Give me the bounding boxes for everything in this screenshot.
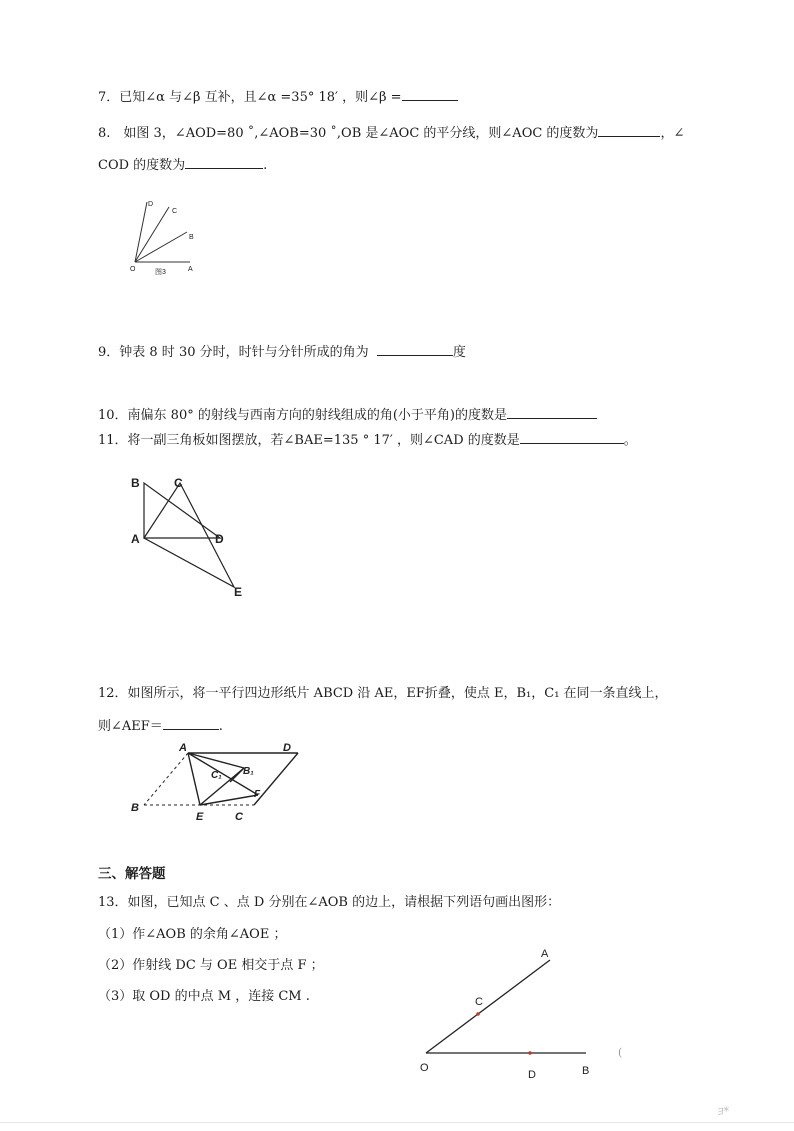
answer-blank-10[interactable] [507,406,597,419]
label-c: C [174,476,183,490]
question-13-step-1: （1）作∠AOB 的余角∠AOE ； [98,927,287,942]
label-o: O [420,1062,429,1074]
set-square-figure [126,470,256,605]
label-c: C [475,996,483,1008]
margin-mark: ( [618,1046,623,1059]
label-b: B [131,476,140,490]
question-12-line2-end: . [218,719,223,734]
question-8-line-2 [98,156,267,175]
question-8-line-1 [98,124,684,143]
label-c1: C₁ [211,770,222,781]
question-8-text: 8. 如图 3，∠AOD=80 ˚,∠AOB=30 ˚,OB 是∠AOC 的平分线，则∠AOC 的度数为 [98,126,599,141]
footer-mark: ﾖ* [718,1105,729,1118]
question-13-step-2: （2）作射线 DC 与 OE 相交于点 F ； [98,958,324,973]
label-b1: B₁ [243,766,254,777]
parallelogram-figure [126,740,306,825]
ray-ob [135,232,187,262]
label-c: C [172,208,178,215]
label-d: D [283,742,291,754]
label-c: C [235,811,243,823]
question-8-line1-end: ，∠ [660,126,685,141]
label-d: D [528,1069,536,1081]
label-b: B [582,1065,590,1077]
question-11-text: 11．将一副三角板如图摆放，若∠BAE=135 ° 17′ ，则∠CAD 的度数是 [98,433,520,448]
point-c [476,1012,480,1016]
answer-blank-12[interactable] [163,717,219,730]
question-10 [98,406,597,425]
question-11 [98,431,637,450]
point-d [528,1051,532,1055]
question-12-text-2: 则∠AEF＝ [98,719,163,734]
question-9-text: 9．钟表 8 时 30 分时，时针与分针所成的角为 [98,345,369,360]
answer-blank-11[interactable] [520,431,624,444]
question-10-text: 10．南偏东 80° 的射线与西南方向的射线组成的角(小于平角)的度数是 [98,408,507,423]
question-12-text: 12．如图所示，将一平行四边形纸片 ABCD 沿 AE，EF折叠，使点 E，B₁，C₁ 在同一条直线上， [98,686,668,701]
label-b: B [189,234,194,241]
angle-aob-figure [410,940,610,1082]
footer-rule [0,1122,794,1123]
label-b: B [131,802,139,814]
label-e: E [196,811,204,823]
ray-oa [426,960,550,1053]
answer-blank-8b[interactable] [185,156,263,169]
label-e: E [234,585,243,599]
label-d: D [215,532,224,546]
question-9-suffix: 度 [452,345,466,360]
question-13-intro: 13．如图，已知点 C 、点 D 分别在∠AOB 的边上，请根据下列语句画出图形： [98,895,561,910]
question-9 [98,343,466,362]
question-13-step-3: （3）取 OD 的中点 M ，连接 CM . [98,989,310,1004]
question-7-text: 7．已知∠α 与∠β 互补，且∠α =35° 18′ ，则∠β = [98,90,402,105]
label-a: A [541,948,549,960]
figure-3-angles [124,192,204,282]
question-11-suffix: 。 [623,433,637,448]
label-a: A [179,742,187,754]
question-8-text-2: COD 的度数为 [98,158,186,173]
answer-blank-7[interactable] [402,88,458,101]
question-7 [98,88,458,107]
question-8-line2-end: . [263,158,268,173]
label-a: A [131,532,140,546]
question-12-line-2 [98,717,223,736]
question-12-line-1 [98,685,668,703]
answer-blank-8a[interactable] [598,124,660,137]
label-a: A [188,266,193,273]
triangle-abd [144,483,220,538]
label-o: O [130,266,136,273]
answer-blank-9[interactable] [377,343,453,356]
figure-caption: 图3 [155,269,166,276]
label-d: D [148,201,154,208]
label-f: F [254,789,261,800]
section-title: 三、解答题 [98,866,166,882]
